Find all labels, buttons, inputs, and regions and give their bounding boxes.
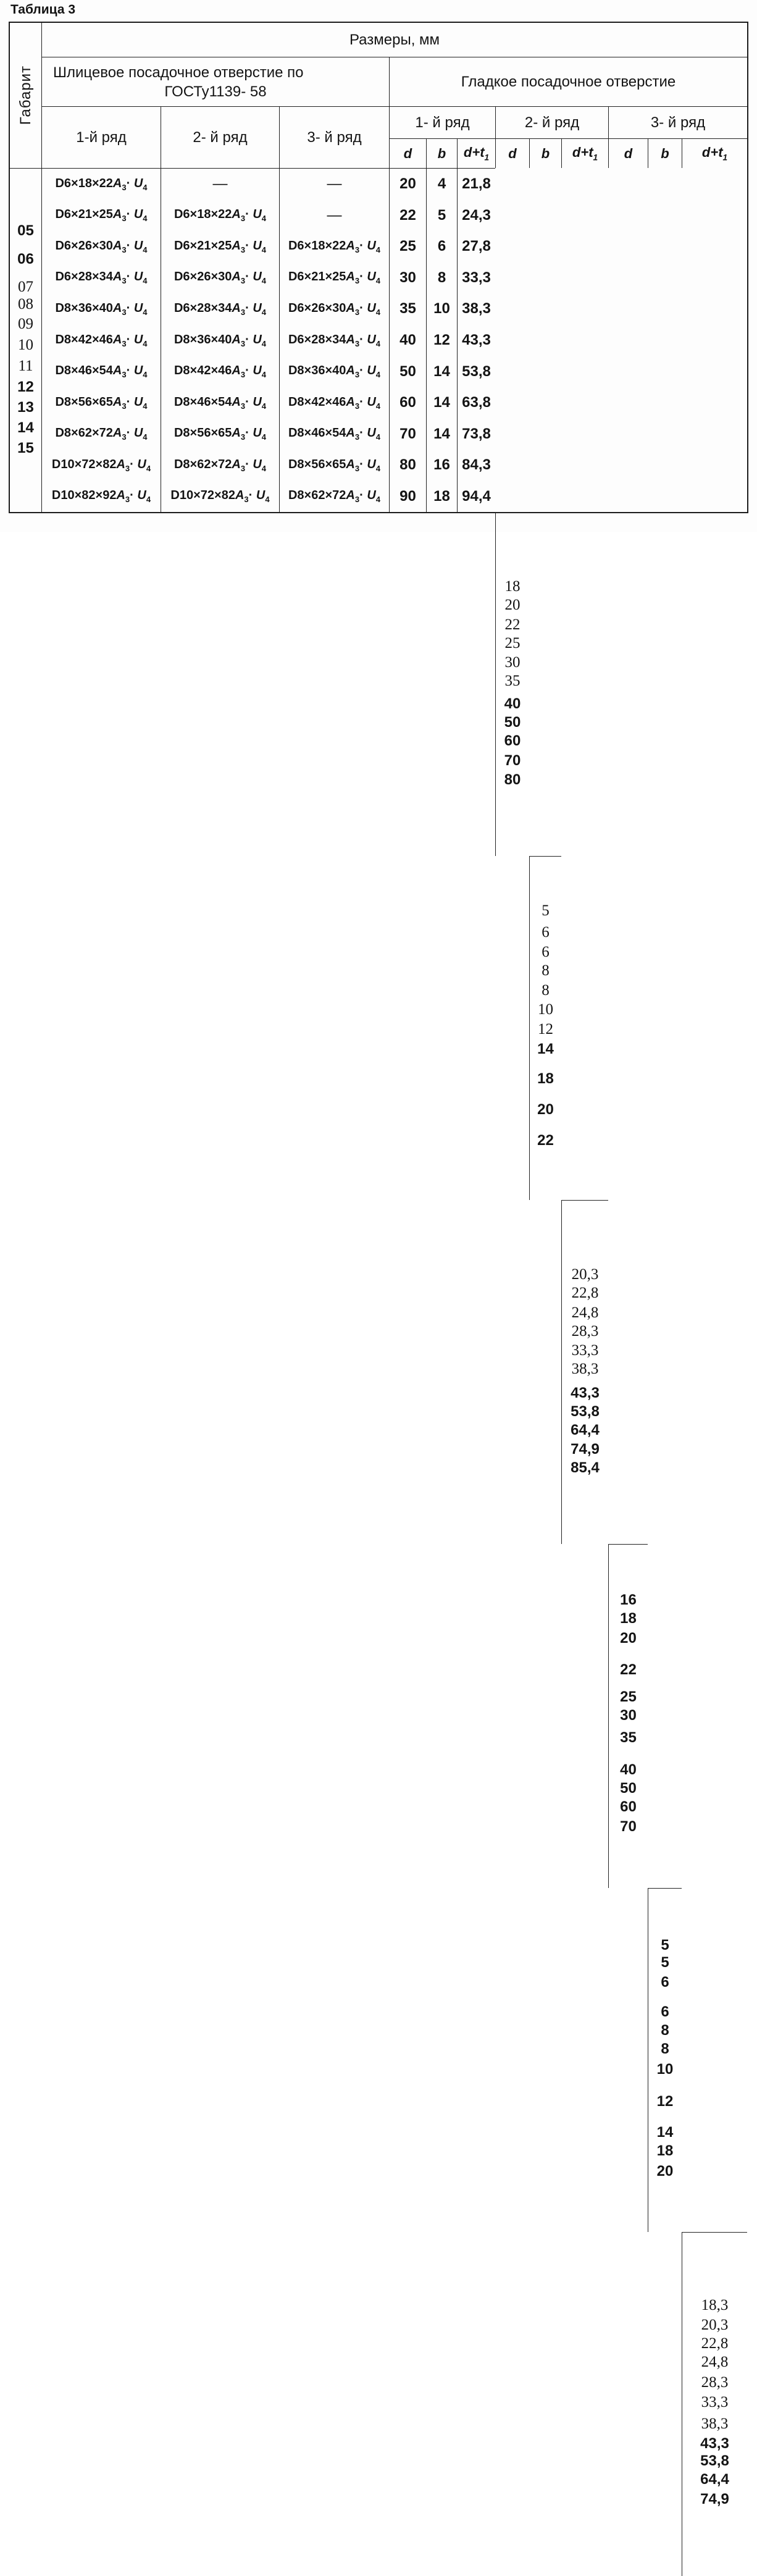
table-row [161,200,279,232]
table-row [458,450,495,481]
cell-value: 21,8 [462,175,491,193]
cell-value: $D8\times 62\times 72A_3\cdot U_4$ [288,489,380,505]
table-row [42,169,161,200]
cell-value: 12 [433,332,450,348]
cell-value: $D8\times 62\times 72A_3\cdot U_4$ [55,426,148,442]
cell-value: 60 [620,1798,637,1815]
table-row [390,480,426,512]
series-label: 1-й ряд [76,128,127,146]
cell-value: 14 [656,2124,674,2141]
header-col-dt-3 [682,138,747,168]
col-dt-label: $d+t_1$ [463,145,490,162]
col-dt-label: $d+t_1$ [701,145,728,162]
spline-column-2 [161,168,279,512]
cell-value: $D8\times 62\times 72A_3\cdot U_4$ [174,457,266,473]
table-row [427,262,457,294]
cell-value: 70 [399,425,416,442]
cell-value: 06 [17,251,34,267]
smooth-section-label: Гладкое посадочное отверстие [461,73,676,90]
cell-value: 16 [620,1592,637,1608]
cell-value: 40 [504,695,521,712]
spline-section-line2: ГОСТу1139- 58 [164,83,267,100]
cell-value: $D6\times 26\times 30A_3\cdot U_4$ [288,301,380,317]
cell-value: 15 [17,440,34,456]
table-row [161,450,279,481]
cell-value: 35 [620,1729,637,1746]
cell-value: 64,4 [571,1422,600,1438]
header-col-dt-1 [457,138,495,168]
cell-value: — [327,206,342,224]
header-smooth-section [389,57,747,106]
cell-value: $D8\times 56\times 65A_3\cdot U_4$ [288,457,380,473]
table-row [390,293,426,325]
header-col-b-1 [426,138,457,168]
cell-value: 5 [661,1954,669,1971]
cell-value: $D6\times 28\times 34A_3\cdot U_4$ [55,270,148,286]
cell-value: 60 [504,732,521,749]
gabarit-column [10,168,41,512]
cell-value: — [327,175,342,193]
table-row [42,418,161,450]
smooth3-dt-column [682,2232,747,2576]
cell-value: 80 [504,771,521,788]
cell-value: 24,8 [701,2354,729,2370]
cell-value: 43,3 [700,2435,729,2452]
cell-value: $D6\times 18\times 22A_3\cdot U_4$ [288,238,380,254]
table-row [42,325,161,356]
table-row [458,325,495,356]
table-row [161,418,279,450]
table-row [427,169,457,200]
cell-value: 8 [437,269,446,286]
table-row [427,418,457,450]
table-row [427,200,457,232]
cell-value: $D8\times 36\times 40A_3\cdot U_4$ [288,364,380,380]
table-row [458,231,495,262]
table-row [42,293,161,325]
series-label: 2- й ряд [193,128,248,146]
cell-value: 6 [437,238,446,255]
header-smooth-series-2 [495,106,608,138]
cell-value: 22 [620,1661,637,1678]
table-row [390,262,426,294]
cell-value: 70 [504,752,521,769]
cell-value: 27,8 [462,238,491,255]
dimensions-table [9,22,748,2507]
table-row [161,387,279,419]
cell-value: 8 [542,962,550,979]
table-row [280,231,389,262]
smooth2-d-column [495,512,529,856]
cell-value: 38,3 [462,300,491,317]
table-row [280,169,389,200]
spline-column-3 [279,168,389,512]
cell-value: 74,9 [700,2491,729,2507]
cell-value: 18 [656,2142,674,2159]
header-size-units [41,23,747,57]
table-row [427,387,457,419]
cell-value: 22 [537,1132,554,1149]
table-row [161,169,279,200]
smooth1-d-column [389,168,426,512]
cell-value: 53,8 [571,1403,600,1420]
table-row [161,231,279,262]
cell-value: $D8\times 56\times 65A_3\cdot U_4$ [55,395,148,411]
cell-value: 8 [661,2022,669,2039]
col-dt-label: $d+t_1$ [572,145,598,162]
cell-value: 10 [433,300,450,317]
cell-value: 64,4 [700,2471,729,2488]
header-col-dt-2 [561,138,608,168]
table-row [42,480,161,512]
cell-value: 25 [399,238,416,255]
col-b-label: b [541,145,550,161]
header-col-b-2 [529,138,561,168]
table-row [390,450,426,481]
table-row [390,387,426,419]
cell-value: 38,3 [701,2415,729,2432]
cell-value: 25 [504,635,521,652]
cell-value: $D8\times 46\times 54A_3\cdot U_4$ [174,395,266,411]
cell-value: 20 [504,597,521,613]
cell-value: 85,4 [571,1459,600,1476]
col-b-label: b [437,145,446,161]
series-label: 2- й ряд [524,114,580,131]
cell-value: 73,8 [462,425,491,442]
header-gabarit [10,23,41,168]
cell-value: 18 [504,578,521,595]
cell-value: 18 [537,1070,554,1087]
table-row [161,356,279,387]
table-row [390,356,426,387]
table-row [427,356,457,387]
cell-value: $D10\times 72\times 82A_3\cdot U_4$ [170,489,270,505]
cell-value: 8 [661,2041,669,2057]
header-spline-section [41,57,389,106]
cell-value: 38,3 [571,1361,599,1377]
cell-value: 30 [399,269,416,286]
cell-value: 08 [18,296,33,313]
cell-value: 16 [433,456,450,474]
cell-value: 20,3 [701,2317,729,2333]
header-col-d-2 [495,138,529,168]
cell-value: 94,4 [462,487,491,505]
cell-value: 28,3 [571,1323,599,1340]
gabarit-label: Габарит [17,65,34,125]
cell-value: 43,3 [571,1385,600,1401]
cell-value: 10 [538,1001,553,1018]
cell-value: 53,8 [700,2452,729,2469]
cell-value: $D10\times 72\times 82A_3\cdot U_4$ [51,457,151,473]
cell-value: 22,8 [701,2335,729,2352]
col-d-label: d [624,145,633,161]
cell-value: 09 [18,316,33,332]
cell-value: 11 [18,358,33,374]
table-row [427,231,457,262]
smooth2-dt-column [561,1200,608,1544]
header-spline-series-1 [41,106,161,168]
series-label: 3- й ряд [307,128,362,146]
header-spline-series-3 [279,106,389,168]
cell-value: 14 [17,419,34,436]
table-row [427,450,457,481]
cell-value: 30 [504,654,521,671]
table-row [280,325,389,356]
table-row [42,200,161,232]
header-col-d-3 [608,138,648,168]
table-row [42,356,161,387]
cell-value: 07 [18,279,33,295]
cell-value: $D8\times 42\times 46A_3\cdot U_4$ [288,395,380,411]
header-col-d-1 [389,138,426,168]
table-row [42,231,161,262]
header-col-b-3 [648,138,682,168]
cell-value: 74,9 [571,1441,600,1458]
cell-value: 6 [661,2003,669,2020]
col-b-label: b [661,145,669,161]
cell-value: 14 [537,1041,554,1057]
cell-value: 22 [399,206,416,224]
cell-value: 40 [620,1761,637,1778]
cell-value: 14 [433,394,450,411]
cell-value: 50 [504,714,521,731]
table-row [161,325,279,356]
spline-section-line1: Шлицевое посадочное отверстие по [53,64,304,81]
cell-value: 4 [437,175,446,193]
cell-value: 5 [542,902,550,919]
cell-value: 63,8 [462,394,491,411]
cell-value: 22,8 [571,1285,599,1301]
cell-value: 50 [399,363,416,380]
cell-value: 30 [620,1707,637,1724]
table-row [390,231,426,262]
smooth2-b-column [529,856,561,1200]
cell-value: 50 [620,1780,637,1797]
cell-value: 20 [656,2163,674,2180]
table-row [427,480,457,512]
table-row [390,418,426,450]
cell-value: 25 [620,1689,637,1705]
cell-value: 18 [433,487,450,505]
cell-value: 10 [18,337,33,353]
cell-value: 12 [656,2093,674,2110]
cell-value: $D6\times 21\times 25A_3\cdot U_4$ [55,208,148,224]
table-row [458,356,495,387]
header-smooth-series-3 [608,106,747,138]
size-units-label: Размеры, мм [349,31,440,48]
series-label: 1- й ряд [415,114,470,131]
table-row [280,293,389,325]
cell-value: 80 [399,456,416,474]
cell-value: 5 [437,206,446,224]
spline-column-1 [41,168,161,512]
cell-value: 12 [538,1021,553,1038]
table-row [280,387,389,419]
cell-value: $D8\times 42\times 46A_3\cdot U_4$ [174,364,266,380]
cell-value: 12 [17,379,34,395]
col-d-label: d [508,145,517,161]
cell-value: 40 [399,332,416,348]
cell-value: 35 [504,673,521,689]
cell-value: 90 [399,487,416,505]
cell-value: 43,3 [462,332,491,348]
header-smooth-series-1 [389,106,495,138]
cell-value: $D6\times 28\times 34A_3\cdot U_4$ [288,332,380,348]
cell-value: 33,3 [701,2394,729,2410]
cell-value: $D6\times 18\times 22A_3\cdot U_4$ [174,208,266,224]
cell-value: 20 [399,175,416,193]
cell-value: $D6\times 28\times 34A_3\cdot U_4$ [174,301,266,317]
cell-value: $D6\times 21\times 25A_3\cdot U_4$ [288,270,380,286]
cell-value: $D8\times 42\times 46A_3\cdot U_4$ [55,332,148,348]
cell-value: 70 [620,1818,637,1835]
cell-value: $D6\times 26\times 30A_3\cdot U_4$ [174,270,266,286]
table-row [42,387,161,419]
cell-value: 6 [542,944,550,960]
cell-value: 22 [504,616,521,633]
table-row [458,387,495,419]
cell-value: $D8\times 46\times 54A_3\cdot U_4$ [55,364,148,380]
table-row [390,169,426,200]
table-row [390,325,426,356]
cell-value: 24,3 [462,206,491,224]
table-row [280,200,389,232]
series-label: 3- й ряд [650,114,706,131]
table-row [280,262,389,294]
table-row [458,200,495,232]
table-row [458,418,495,450]
cell-value: 5 [661,1937,669,1953]
cell-value: 33,3 [462,269,491,286]
table-row [458,480,495,512]
table-row [280,356,389,387]
table-row [42,262,161,294]
cell-value: $D6\times 26\times 30A_3\cdot U_4$ [55,238,148,254]
table-row [427,325,457,356]
table-row [161,262,279,294]
cell-value: 20 [537,1101,554,1118]
cell-value: 84,3 [462,456,491,474]
smooth1-b-column [426,168,457,512]
cell-value: 6 [661,1974,669,1991]
table-row [458,262,495,294]
table-row [280,418,389,450]
cell-value: $D10\times 82\times 92A_3\cdot U_4$ [51,489,151,505]
cell-value: 33,3 [571,1342,599,1359]
table-row [280,450,389,481]
cell-value: 28,3 [701,2374,729,2391]
cell-value: 18 [620,1610,637,1627]
cell-value: 53,8 [462,363,491,380]
col-d-label: d [403,145,412,161]
smooth1-dt-column [457,168,495,512]
cell-value: 13 [17,399,34,416]
cell-value: $D8\times 36\times 40A_3\cdot U_4$ [174,332,266,348]
cell-value: 24,8 [571,1304,599,1321]
cell-value: 14 [433,363,450,380]
cell-value: $D8\times 36\times 40A_3\cdot U_4$ [55,301,148,317]
table-row [42,450,161,481]
cell-value: $D6\times 21\times 25A_3\cdot U_4$ [174,238,266,254]
cell-value: 14 [433,425,450,442]
cell-value: $D8\times 56\times 65A_3\cdot U_4$ [174,426,266,442]
cell-value: 18,3 [701,2297,729,2314]
cell-value: $D6\times 18\times 22A_3\cdot U_4$ [55,176,148,192]
table-row [280,480,389,512]
cell-value: 35 [399,300,416,317]
cell-value: 20,3 [571,1266,599,1283]
table-row [390,200,426,232]
table-row [161,293,279,325]
cell-value: 8 [542,982,550,999]
table-row [161,480,279,512]
cell-value: 05 [17,222,34,239]
cell-value: — [212,175,228,193]
header-spline-series-2 [161,106,279,168]
cell-value: 60 [399,394,416,411]
smooth3-b-column [648,1888,682,2232]
cell-value: 20 [620,1630,637,1647]
table-row [427,293,457,325]
cell-value: 6 [542,924,550,941]
cell-value: 10 [656,2061,674,2078]
cell-value: $D8\times 46\times 54A_3\cdot U_4$ [288,426,380,442]
table-row [458,169,495,200]
table-title: Таблица 3 [10,2,76,17]
smooth3-d-column [608,1544,648,1888]
table-row [458,293,495,325]
